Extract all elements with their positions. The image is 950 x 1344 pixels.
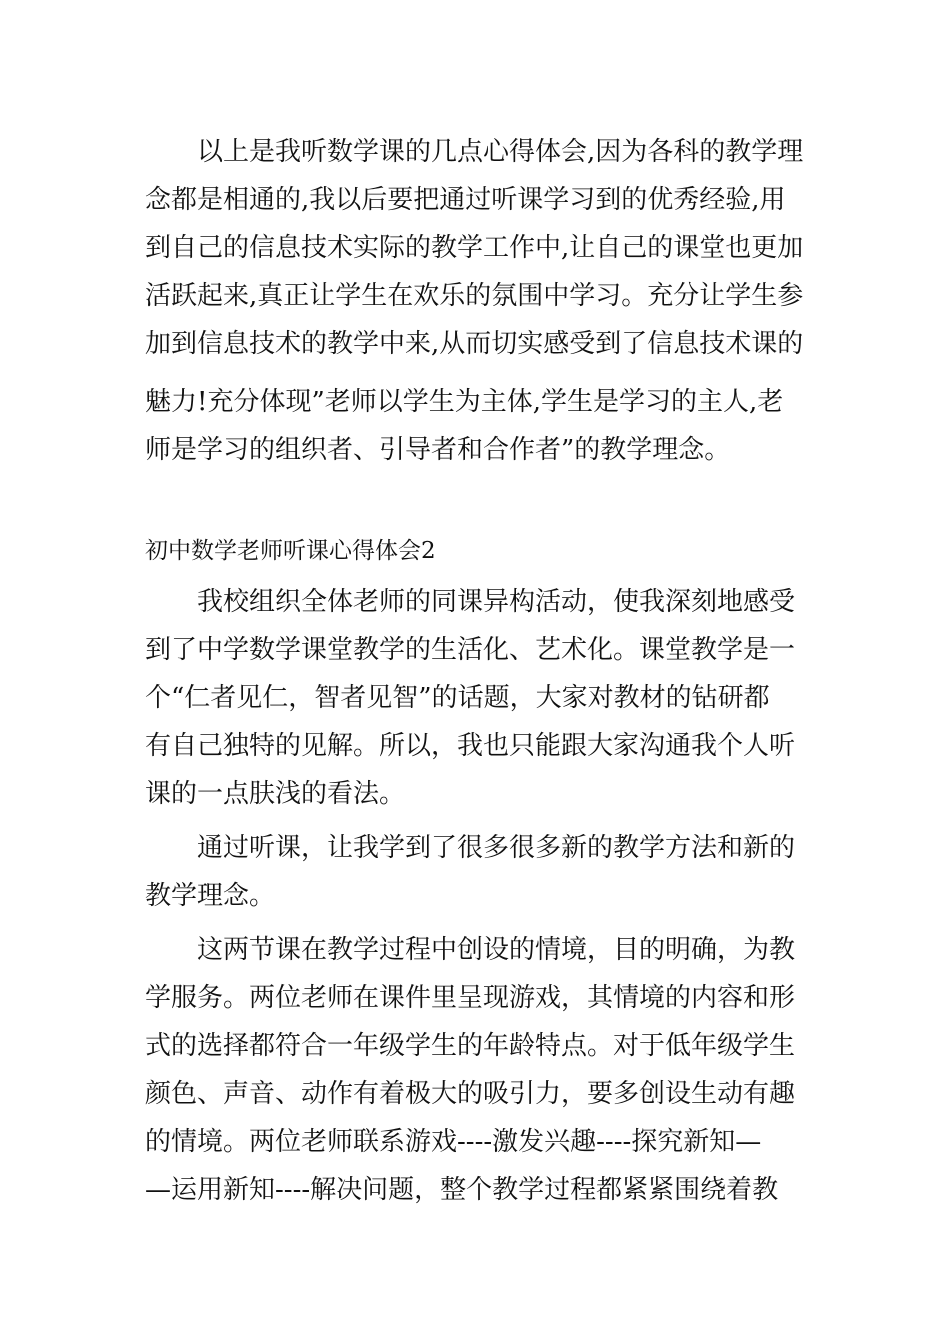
text-line: 念都是相通的,我以后要把通过听课学习到的优秀经验,用 bbox=[145, 185, 786, 215]
text-line: 这两节课在教学过程中创设的情境，目的明确，为教 bbox=[197, 935, 796, 965]
text-line: 学服务。两位老师在课件里呈现游戏，其情境的内容和形 bbox=[145, 983, 796, 1013]
text-line: 魅力!充分体现”老师以学生为主体,学生是学习的主人,老 bbox=[145, 387, 784, 417]
text-line: 颜色、声音、动作有着极大的吸引力，要多创设生动有趣 bbox=[145, 1079, 796, 1109]
text-line: —运用新知----解决问题，整个教学过程都紧紧围绕着教 bbox=[145, 1175, 779, 1205]
text-line: 课的一点肤浅的看法。 bbox=[145, 779, 406, 809]
text-line: 到自己的信息技术实际的教学工作中,让自己的课堂也更加 bbox=[145, 233, 804, 263]
text-line: 活跃起来,真正让学生在欢乐的氛围中学习。充分让学生参 bbox=[145, 281, 804, 311]
text-line: 到了中学数学课堂教学的生活化、艺术化。课堂教学是一 bbox=[145, 635, 796, 665]
text-line: 通过听课，让我学到了很多很多新的教学方法和新的 bbox=[197, 833, 796, 863]
section-heading: 初中数学老师听课心得体会2 bbox=[145, 538, 436, 564]
text-line: 以上是我听数学课的几点心得体会,因为各科的教学理 bbox=[197, 137, 804, 167]
text-line: 式的选择都符合一年级学生的年龄特点。对于低年级学生 bbox=[145, 1031, 796, 1061]
text-line: 教学理念。 bbox=[145, 881, 276, 911]
text-line: 我校组织全体老师的同课异构活动，使我深刻地感受 bbox=[197, 587, 796, 617]
text-line: 的情境。两位老师联系游戏----激发兴趣----探究新知— bbox=[145, 1127, 762, 1157]
text-line: 加到信息技术的教学中来,从而切实感受到了信息技术课的 bbox=[145, 329, 804, 359]
text-line: 个“仁者见仁，智者见智”的话题，大家对教材的钻研都 bbox=[145, 683, 770, 713]
text-line: 有自己独特的见解。所以，我也只能跟大家沟通我个人听 bbox=[145, 731, 796, 761]
text-line: 师是学习的组织者、引导者和合作者”的教学理念。 bbox=[145, 435, 731, 465]
